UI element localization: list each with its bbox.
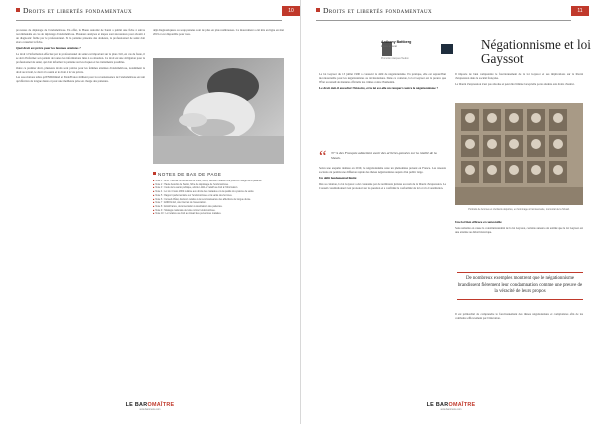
paragraph: La loi Gayssot du 13 juillet 1990 a consacré le délit de négationnisme. En pratique, elle est aujourd'hui incontournable pour les négationnistes ou révisionnistes. Dans ce contexte, la loi Gayssot est la preuve que l'État reconnaît de manière officielle les crimes contre l'humanité.	[319, 72, 446, 85]
paragraph: Sans remettre en cause la constitutionnalité de la loi Gayssot, certains auteurs ont estimé que la loi Gayssot est une atteinte au débat historique.	[455, 225, 583, 234]
footnote: ■Note 8 : EndoFrance, documentation à destination des patientes.	[153, 205, 223, 208]
paragraph: Il importe de bien comprendre le fonctionnement de la loi Gayssot et ses implications sur la liberté d'expression dans la société française.	[455, 72, 583, 81]
portraits-wall-photo	[455, 103, 583, 205]
header-square-icon	[16, 8, 20, 12]
author-badge-icon	[441, 44, 453, 54]
footnote: ■Note 7 : ENDOmind, site internet de l'association.	[153, 202, 207, 205]
notes-square-icon	[153, 172, 156, 175]
paragraph: Selon une enquête réalisée en 2019, le négationnisme reste un phénomène présent en France. Les réseaux sociaux ont permis une diffusion rapide des thèses négationnistes auprès d'un public large.	[319, 166, 446, 175]
right-column-2c	[455, 312, 583, 392]
footer-site: www.barometre.com	[440, 409, 462, 411]
right-column-1	[319, 72, 446, 144]
quote-mark-icon: “	[319, 147, 327, 166]
section-header: Droits et libertés fondamentaux	[316, 6, 432, 20]
paragraph: Dès sa création, la loi Gayssot a été contestée par de nombreux juristes au nom de la liberté d'expression. Le Conseil constitutionnel s'est prononcé sur la question et a confirmé la conformité de la loi à la Constitution.	[319, 181, 446, 190]
left-column-1	[16, 28, 145, 394]
right-column-2	[455, 72, 583, 100]
header-rule	[16, 20, 282, 21]
author-note: Promotion Jacques Tsedon	[381, 58, 409, 60]
right-column-1b	[319, 166, 446, 394]
footnote: ■Note 9 : Stratégie nationale de lutte contre l'endométriose.	[153, 209, 216, 212]
footnote: ■Note 4 : Loi du 4 mars 2002 relative aux droits des malades et à la qualité du système de santé.	[153, 191, 255, 194]
author-role: Élève avocat	[381, 44, 398, 48]
subheading: Le droit doit-il encadrer l'histoire, et la loi est-elle un rempart contre le négationnisme ?	[319, 86, 439, 91]
paragraph: Les associations telles qu'ENDOmind et EndoFrance militent pour la reconnaissance de l'endométriose en tant qu'affection de longue durée et pour une meilleure prise en charge des patientes.	[16, 75, 145, 84]
right-page	[300, 0, 600, 424]
article-photo	[153, 58, 284, 164]
footnote: ■Note 2 : Haute Autorité de Santé, fiche de dépistage de l'endométriose.	[153, 183, 229, 186]
subheading: Une loi bien efficace et contestable	[455, 220, 502, 224]
left-column-2	[153, 28, 284, 54]
paragraph: déjà diagnostiquées ou soupçonnées sont de plus en plus nombreuses. Ce mouvement a été mis en ligne en mai 2019 et est disponible pour tous.	[153, 28, 284, 37]
footnote: ■Note 3 : Code de la santé publique, article L1111-2 relatif au droit à l'information.	[153, 187, 238, 190]
woman-pain-photo	[153, 58, 284, 164]
article-title: Négationnisme et loi Gayssot	[481, 37, 591, 67]
footer-site: www.barometre.com	[139, 409, 161, 411]
footnotes-title: NOTES DE BAS DE PAGE	[153, 172, 221, 177]
paragraph: Le droit à l'information effectué par le professionnel de santé est important sur le plan civil, en cas de faute, il se doit d'informer son patient de toutes les informations liées à sa situation. Ce droit est une obligation pour le professionnel de santé, qui doit informer la patiente sur les risques et les traitements possibles.	[16, 51, 145, 64]
paragraph: Outre ce premier droit, plusieurs droits sont prévus pour les femmes atteintes d'endométriose, notamment le droit au travail, le droit à la santé et le droit à la vie privée.	[16, 65, 145, 74]
section-header: Droits et libertés fondamentaux	[16, 6, 132, 20]
right-column-2b	[455, 218, 583, 264]
footnote: ■Note 5 : Rapport parlementaire sur l'endométriose et la santé des femmes.	[153, 194, 233, 197]
footnote: ■Note 10 : Loi relative au droit au travail des personnes malades.	[153, 213, 222, 216]
paragraph: Il est primordial de comprendre le fonctionnement des thèses négationnistes et complotistes afin de les combattre efficacement par l'éducation.	[455, 312, 583, 321]
subheading: Quel droit est prévu pour les femmes atteintes ?	[16, 46, 81, 51]
subheading: Un délit fondamental limité	[319, 176, 357, 181]
footnote: ■Note 1 : Arrêt Tribunal correctionnel de Paris, 2019, décision relative à la prise en charge de la patiente.	[153, 180, 263, 182]
author-name: Anthony Battberg	[381, 40, 412, 44]
paragraph: processus de dépistage de l'endométriose. En effet, la Haute Autorité de Santé a publié une fiche à suivre recommandée en cas de dépistage d'endométriose. Plusieurs analyses et étapes sont nécessaires pour aboutir à un diagnostic fiable par le professionnel. Si la patiente présente des douleurs, le professionnel de santé doit alors consulter la fiche.	[16, 28, 145, 45]
footnotes-list	[153, 180, 284, 310]
header-rule	[316, 20, 571, 21]
header-square-icon	[316, 8, 320, 12]
page-number: 11	[571, 6, 589, 16]
paragraph: La liberté d'expression n'est pas absolue et peut être limitée lorsqu'elle porte atteinte aux droits d'autrui.	[455, 81, 575, 86]
highlight-callout: De nombreux exemples montrent que le négationnisme brandissent fièrement leur condamnation comme une preuve de la véracité de leurs propos	[457, 272, 583, 300]
footnote: ■Note 6 : Conseil d'État, décision relative à la reconnaissance des affections de longue durée.	[153, 198, 251, 201]
memorial-photo	[455, 103, 583, 205]
footer-logo: LE BAROMAÎTRE www.barometre.com	[426, 402, 476, 411]
photo-caption: Portraits de femmes et d'enfants déportés, en hommage à l'anniversaire, mémorial de la Shoah.	[468, 208, 570, 211]
footer-logo: LE BAROMAÎTRE www.barometre.com	[125, 402, 175, 411]
pull-quote: 37 % des Français admettent avoir des arrières-pensées sur la réalité de la Shoah.	[331, 151, 437, 160]
page-number: 10	[282, 6, 300, 16]
